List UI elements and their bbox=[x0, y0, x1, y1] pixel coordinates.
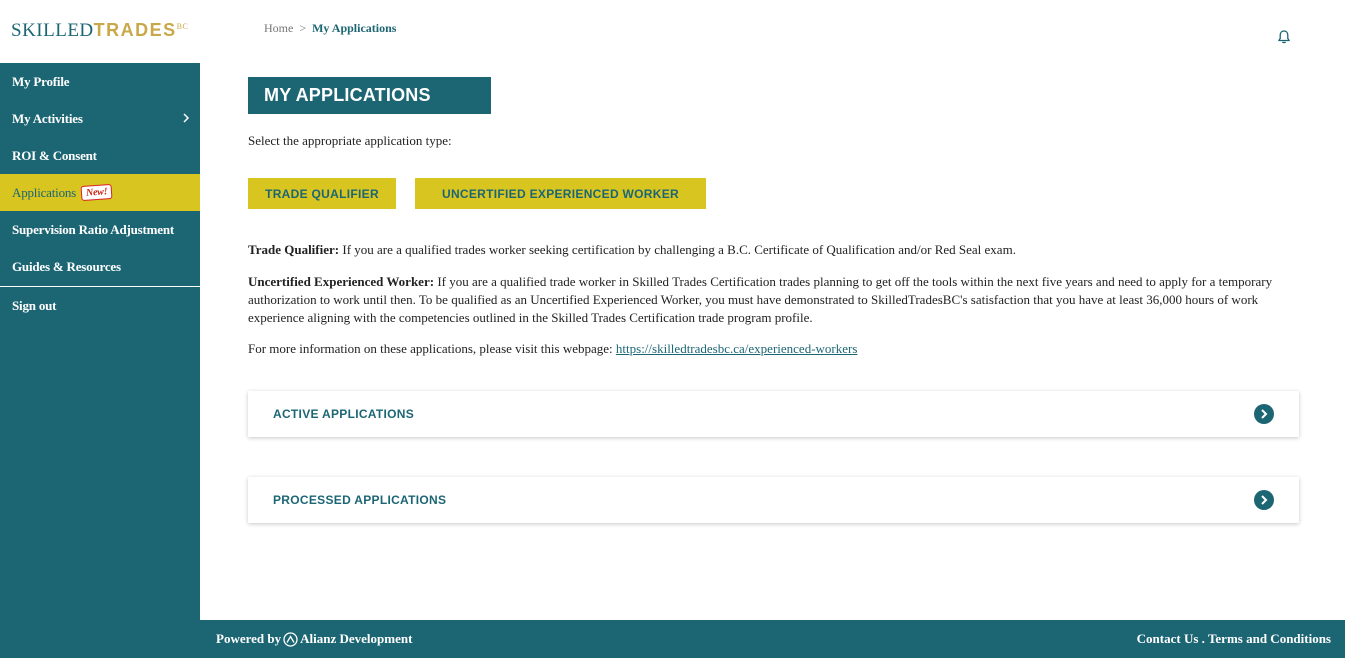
new-badge: New! bbox=[81, 184, 113, 201]
more-info-label: For more information on these applications, please visit this webpage: bbox=[248, 341, 616, 356]
trade-qualifier-description bbox=[248, 241, 1303, 259]
chevron-right-icon bbox=[180, 111, 192, 125]
sidebar-item-guides-resources[interactable] bbox=[0, 248, 200, 285]
bell-icon[interactable] bbox=[1276, 29, 1292, 45]
trade-qualifier-button[interactable]: TRADE QUALIFIER bbox=[248, 178, 396, 209]
alianz-logo-icon bbox=[283, 632, 298, 647]
uncertified-worker-description bbox=[248, 273, 1303, 327]
sidebar-item-my-activities[interactable] bbox=[0, 100, 200, 137]
brand-bc: BC bbox=[176, 22, 189, 31]
more-info-text bbox=[248, 340, 1303, 358]
footer-links bbox=[1137, 631, 1331, 647]
accordion-label: PROCESSED APPLICATIONS bbox=[273, 493, 447, 507]
sidebar-item-roi-consent[interactable] bbox=[0, 137, 200, 174]
footer-separator: . bbox=[1198, 631, 1208, 646]
sidebar-item-label: Guides & Resources bbox=[12, 258, 121, 274]
breadcrumb bbox=[264, 21, 396, 36]
company-name[interactable]: Alianz Development bbox=[300, 631, 413, 646]
contact-us-link[interactable]: Contact Us bbox=[1136, 631, 1199, 646]
trade-qualifier-text: If you are a qualified trades worker seeking certification by challenging a B.C. Certificate of Qualification and/or Red Seal exam. bbox=[339, 242, 1016, 257]
breadcrumb-separator: > bbox=[299, 21, 307, 35]
brand-skilled: SKILLED bbox=[11, 20, 94, 41]
experienced-workers-link[interactable]: https://skilledtradesbc.ca/experienced-workers bbox=[615, 341, 858, 356]
powered-by bbox=[216, 631, 412, 647]
powered-by-label: Powered by bbox=[216, 631, 282, 646]
brand-logo[interactable] bbox=[11, 20, 188, 42]
page-title: MY APPLICATIONS bbox=[248, 77, 491, 114]
trade-qualifier-term: Trade Qualifier: bbox=[248, 242, 340, 257]
sidebar-item-my-profile[interactable] bbox=[0, 63, 200, 100]
sidebar-item-sign-out[interactable] bbox=[0, 287, 200, 324]
circle-arrow-right-icon[interactable] bbox=[1254, 490, 1274, 510]
sidebar-item-label: Sign out bbox=[12, 297, 57, 313]
accordion-label: ACTIVE APPLICATIONS bbox=[273, 407, 415, 421]
active-applications-accordion[interactable] bbox=[248, 391, 1299, 437]
sidebar-item-applications[interactable] bbox=[0, 174, 200, 211]
breadcrumb-current: My Applications bbox=[312, 21, 397, 35]
logo-area bbox=[0, 0, 200, 63]
uncertified-worker-text: If you are a qualified trade worker in Skilled Trades Certification trades planning to get off the tools within the next five years and need to apply for a temporary authorization to work until then. To be qualified as an Uncertified Experienced Worker, you must have demonstrated to SkilledTradesBC's satisfaction that you have at least 36,000 hours of work experience aligning with the competencies outlined in the Skilled Trades Certification trade program profile. bbox=[248, 274, 1273, 325]
processed-applications-accordion[interactable] bbox=[248, 477, 1299, 523]
sidebar-item-label: Supervision Ratio Adjustment bbox=[12, 221, 174, 237]
sidebar-item-label: ROI & Consent bbox=[12, 147, 97, 163]
circle-arrow-right-icon[interactable] bbox=[1254, 404, 1274, 424]
sidebar-item-supervision-ratio[interactable] bbox=[0, 211, 200, 248]
sidebar-item-label: My Activities bbox=[12, 110, 83, 126]
uncertified-worker-button[interactable]: UNCERTIFIED EXPERIENCED WORKER bbox=[415, 178, 706, 209]
footer bbox=[200, 620, 1345, 658]
sidebar-item-label: My Profile bbox=[12, 73, 70, 89]
sidebar-item-label: Applications bbox=[12, 184, 77, 200]
breadcrumb-home[interactable]: Home bbox=[264, 21, 294, 35]
terms-link[interactable]: Terms and Conditions bbox=[1207, 631, 1331, 646]
brand-trades: TRADES bbox=[93, 20, 177, 40]
intro-text: Select the appropriate application type: bbox=[248, 133, 452, 148]
uncertified-worker-term: Uncertified Experienced Worker: bbox=[248, 274, 435, 289]
sidebar bbox=[0, 63, 200, 658]
